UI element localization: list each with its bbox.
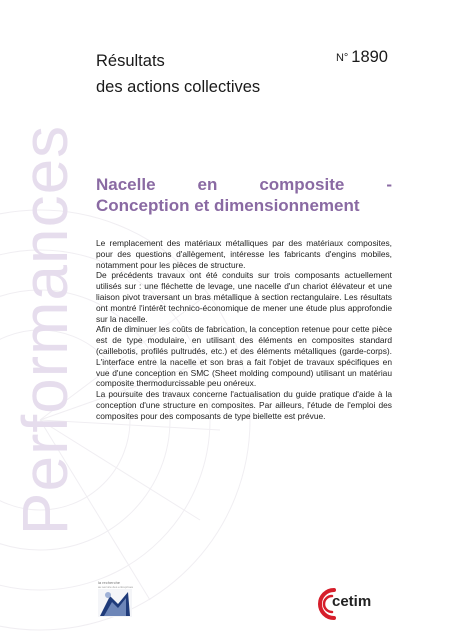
- paragraph: La poursuite des travaux concerne l'actualisation du guide pratique d'aide à la conception d'une structure en composites. Par ailleurs, l'étude de l'emploi des composites pour des composants de type biellette est prévue.: [96, 389, 392, 421]
- paragraph: Le remplacement des matériaux métalliques par des matériaux composites, pour des questions d'allègement, intéresse les fabricants d'engins mobiles, notamment pour les pièces de structure.: [96, 238, 392, 270]
- cetim-brand-text: cetim: [332, 593, 372, 610]
- research-logo: [96, 580, 140, 620]
- title-word: -: [386, 175, 392, 194]
- main-title: [96, 174, 392, 216]
- series-title-line1: Résultats: [96, 52, 165, 70]
- body-text: [96, 238, 392, 422]
- paragraph: De précédents travaux ont été conduits sur trois composants actuellement utilisés sur : une fléchette de levage, une nacelle d'un chariot élévateur et une liaison pivot traversant un bras métallique à section rectangulaire. Les résultats ont montré l'intérêt technico-économique de mener une étude plus approfondie sur la nacelle.: [96, 270, 392, 324]
- title-word: composite: [259, 175, 345, 194]
- cetim-logo: [312, 584, 382, 624]
- main-title-line1: [96, 174, 392, 195]
- document-number: [336, 48, 388, 67]
- research-logo-icon: [96, 580, 140, 620]
- title-word: en: [197, 175, 218, 194]
- vertical-brand-text: Performances: [9, 124, 81, 536]
- paragraph: Afin de diminuer les coûts de fabrication, la conception retenue pour cette pièce est de type modulaire, en utilisant des éléments en composites standard (caillebotis, profilés pultrudés, etc.) et des éléments métalliques (garde-corps). L'interface entre la nacelle et son bras a fait l'objet de travaux spécifiques en vue d'une conception en SMC (Sheet molding compound) utilisant un matériau composite thermodurcissable peu onéreux.: [96, 324, 392, 389]
- number-value: 1890: [351, 48, 388, 66]
- research-logo-line2: au service des entreprises: [98, 585, 134, 589]
- main-title-line2: Conception et dimensionnement: [96, 196, 360, 215]
- title-word: Nacelle: [96, 175, 156, 194]
- series-title: [96, 48, 260, 100]
- series-title-line2: des actions collectives: [96, 78, 261, 96]
- number-prefix: N°: [335, 52, 349, 64]
- research-logo-line1: la recherche: [98, 580, 121, 585]
